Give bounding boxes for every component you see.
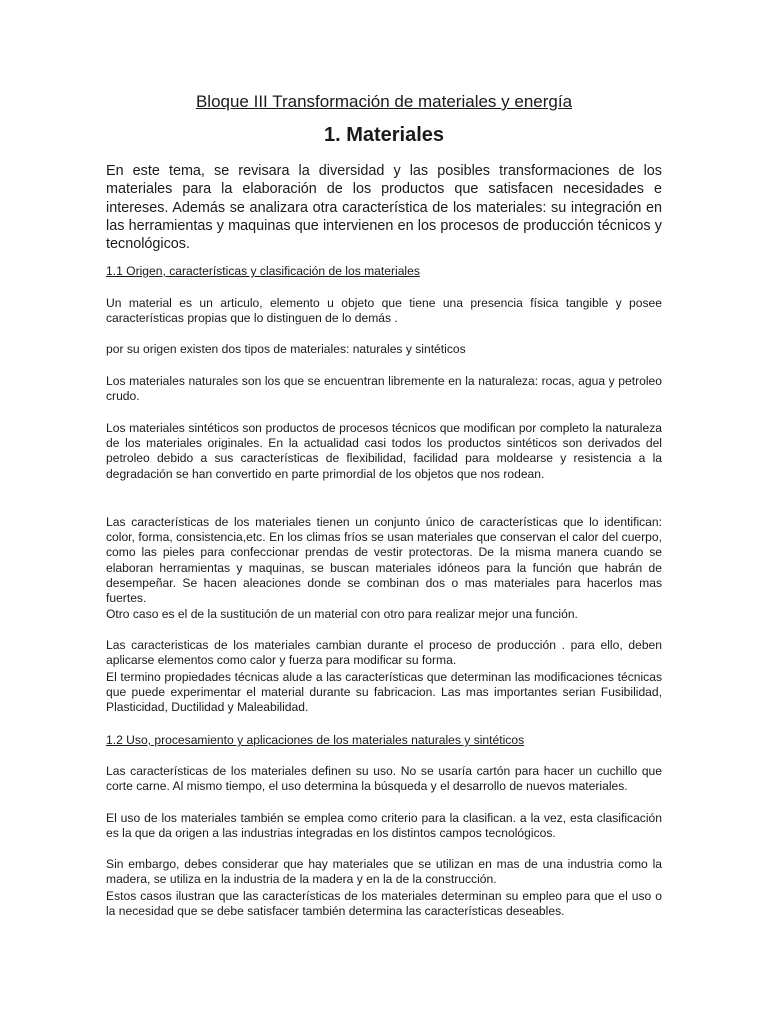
- paragraph-uses: Las características de los materiales definen su uso. No se usaría cartón para hacer un cuchillo que corte carne. Al mismo tiempo, el uso determina la búsqueda y el desarrollo de nuevos materiales.: [106, 764, 662, 794]
- paragraph-definition: Un material es un articulo, elemento u objeto que tiene una presencia física tangible y posee características propias que lo distinguen de lo demás .: [106, 296, 662, 326]
- paragraph-synthetic-materials: Los materiales sintéticos son productos de procesos técnicos que modifican por completo la naturaleza de los materiales originales. En la actualidad casi todos los productos sintéticos son derivados del petroleo debido a sus características de flexibilidad, facilidad para moldearse y resistencia a la degradación se han convertido en parte primordial de los objetos que nos rodean.: [106, 421, 662, 481]
- paragraph-conclusion: Estos casos ilustran que las características de los materiales determinan su empleo para que el uso o la necesidad que se debe satisfacer también determina las características deseables.: [106, 889, 662, 919]
- paragraph-production-changes: Las caracteristicas de los materiales cambian durante el proceso de producción . para ello, deben aplicarse elementos como calor y fuerza para modificar su forma.: [106, 638, 662, 668]
- main-heading: 1. Materiales: [323, 124, 445, 146]
- document-title: Bloque III Transformación de materiales y energía: [195, 92, 573, 111]
- section-heading-1-1: 1.1 Origen, características y clasificación de los materiales: [106, 264, 420, 278]
- paragraph-classification: El uso de los materiales también se emplea como criterio para la clasifican. a la vez, esta clasificación es la que da origen a las industrias integradas en los distintos campos tecnológicos.: [106, 811, 662, 841]
- paragraph-multi-industry: Sin embargo, debes considerar que hay materiales que se utilizan en mas de una industria como la madera, se utiliza en la industria de la madera y en la de la construcción.: [106, 857, 662, 887]
- section-heading-1-2: 1.2 Uso, procesamiento y aplicaciones de los materiales naturales y sintéticos: [106, 733, 525, 747]
- paragraph-characteristics: Las características de los materiales tienen un conjunto único de características que lo identifican: color, forma, consistencia,etc. En los climas fríos se usan materiales que conservan el calor del cuerpo, como las pieles para confeccionar prendas de vestir protectoras. De la misma manera cuando se elaboran herramientas y maquinas, se buscan materiales idóneos para la función que habrán de desempeñar. Se hacen aleaciones donde se combinan dos o mas materiales para hacerlos mas fuertes.: [106, 515, 662, 606]
- intro-paragraph: En este tema, se revisara la diversidad y las posibles transformaciones de los materiales para la elaboración de los productos que satisfacen necesidades e intereses. Además se analizara otra característica de los materiales: su integración en las herramientas y maquinas que intervienen en los procesos de producción técnicos y tecnológicos.: [106, 163, 662, 253]
- paragraph-natural-materials: Los materiales naturales son los que se encuentran libremente en la naturaleza: rocas, agua y petroleo crudo.: [106, 374, 662, 404]
- paragraph-substitution: Otro caso es el de la sustitución de un material con otro para realizar mejor una función.: [106, 607, 578, 621]
- paragraph-origin-types: por su origen existen dos tipos de materiales: naturales y sintéticos: [106, 342, 466, 356]
- paragraph-technical-properties: El termino propiedades técnicas alude a las características que determinan las modificaciones técnicas que puede experimentar el material durante su fabricacion. Las mas importantes serian Fusibilidad, Plasticidad, Ductilidad y Maleabilidad.: [106, 670, 662, 715]
